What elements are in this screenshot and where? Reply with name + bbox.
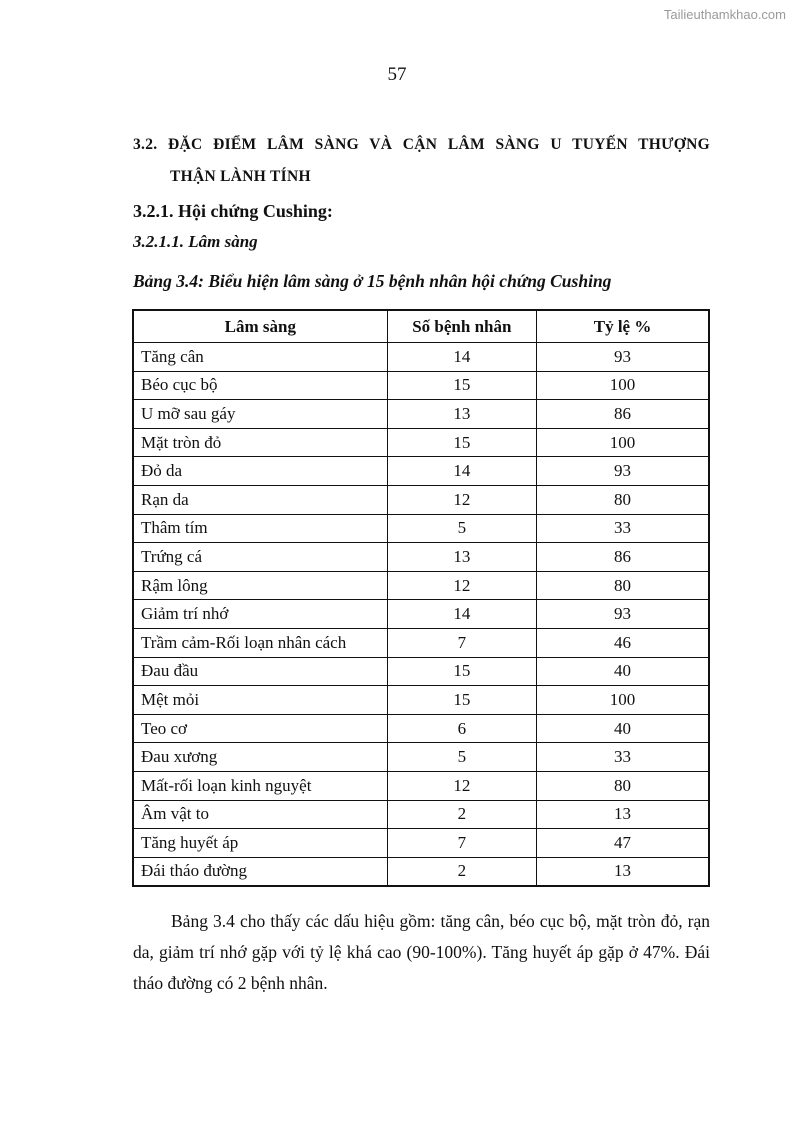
- cell-count: 14: [387, 600, 537, 629]
- cell-count: 7: [387, 829, 537, 858]
- table-row: [133, 371, 709, 400]
- clinical-signs-table: [132, 309, 710, 887]
- cell-percent: 47: [537, 829, 709, 858]
- section-heading-line1: 3.2. ĐẶC ĐIỂM LÂM SÀNG VÀ CẬN LÂM SÀNG U TUYẾN THƯỢNG: [133, 136, 710, 153]
- table-row: [133, 514, 709, 543]
- table-row: [133, 600, 709, 629]
- cell-percent: 93: [537, 457, 709, 486]
- table-header-row: [133, 310, 709, 343]
- cell-count: 12: [387, 771, 537, 800]
- table-row: [133, 485, 709, 514]
- cell-count: 15: [387, 371, 537, 400]
- cell-percent: 33: [537, 743, 709, 772]
- cell-percent: 80: [537, 571, 709, 600]
- table-row: [133, 657, 709, 686]
- cell-count: 15: [387, 686, 537, 715]
- cell-percent: 40: [537, 657, 709, 686]
- table-row: [133, 457, 709, 486]
- cell-count: 2: [387, 800, 537, 829]
- cell-sign: Rạn da: [133, 485, 387, 514]
- section-heading-line2: THẬN LÀNH TÍNH: [170, 168, 311, 185]
- cell-sign: Béo cục bộ: [133, 371, 387, 400]
- table-row: [133, 714, 709, 743]
- table-row: [133, 800, 709, 829]
- cell-sign: Âm vật to: [133, 800, 387, 829]
- cell-count: 2: [387, 857, 537, 886]
- cell-count: 7: [387, 628, 537, 657]
- cell-percent: 46: [537, 628, 709, 657]
- cell-percent: 13: [537, 800, 709, 829]
- cell-count: 13: [387, 543, 537, 572]
- header-clinical: Lâm sàng: [133, 310, 387, 343]
- cell-percent: 86: [537, 543, 709, 572]
- watermark: Tailieuthamkhao.com: [663, 7, 786, 22]
- table-row: [133, 857, 709, 886]
- table-row: [133, 743, 709, 772]
- cell-percent: 93: [537, 343, 709, 372]
- cell-sign: Mặt tròn đỏ: [133, 428, 387, 457]
- header-percent: Tỷ lệ %: [537, 310, 709, 343]
- cell-sign: Đái tháo đường: [133, 857, 387, 886]
- cell-percent: 93: [537, 600, 709, 629]
- cell-count: 13: [387, 400, 537, 429]
- table-row: [133, 628, 709, 657]
- cell-sign: Mệt mỏi: [133, 686, 387, 715]
- cell-count: 5: [387, 514, 537, 543]
- table-row: [133, 543, 709, 572]
- cell-sign: Đau đầu: [133, 657, 387, 686]
- header-patient-count: Số bệnh nhân: [387, 310, 537, 343]
- cell-percent: 100: [537, 371, 709, 400]
- body-paragraph: Bảng 3.4 cho thấy các dấu hiệu gồm: tăng cân, béo cục bộ, mặt tròn đỏ, rạn da, giảm trí nhớ gặp với tỷ lệ khá cao (90-100%). Tăng huyết áp gặp ở 47%. Đái tháo đường có 2 bệnh nhân.: [133, 911, 710, 993]
- cell-percent: 100: [537, 686, 709, 715]
- cell-count: 5: [387, 743, 537, 772]
- cell-count: 6: [387, 714, 537, 743]
- cell-count: 15: [387, 657, 537, 686]
- cell-percent: 33: [537, 514, 709, 543]
- table-row: [133, 571, 709, 600]
- cell-sign: Giảm trí nhớ: [133, 600, 387, 629]
- cell-percent: 40: [537, 714, 709, 743]
- cell-sign: Đau xương: [133, 743, 387, 772]
- cell-sign: Trứng cá: [133, 543, 387, 572]
- cell-sign: Tăng cân: [133, 343, 387, 372]
- table-row: [133, 829, 709, 858]
- table-row: [133, 343, 709, 372]
- page-number: 57: [387, 64, 407, 85]
- cell-percent: 86: [537, 400, 709, 429]
- cell-percent: 13: [537, 857, 709, 886]
- cell-count: 15: [387, 428, 537, 457]
- cell-sign: Đỏ da: [133, 457, 387, 486]
- cell-count: 12: [387, 571, 537, 600]
- subsubsection-heading: 3.2.1.1. Lâm sàng: [133, 232, 258, 251]
- table-row: [133, 771, 709, 800]
- cell-sign: U mỡ sau gáy: [133, 400, 387, 429]
- cell-sign: Trầm cảm-Rối loạn nhân cách: [133, 628, 387, 657]
- cell-sign: Thâm tím: [133, 514, 387, 543]
- table-caption: Bảng 3.4: Biểu hiện lâm sàng ở 15 bệnh nhân hội chứng Cushing: [133, 271, 612, 291]
- table-row: [133, 686, 709, 715]
- subsection-heading: 3.2.1. Hội chứng Cushing:: [133, 201, 333, 221]
- cell-count: 12: [387, 485, 537, 514]
- cell-sign: Teo cơ: [133, 714, 387, 743]
- table-row: [133, 400, 709, 429]
- table-row: [133, 428, 709, 457]
- cell-count: 14: [387, 457, 537, 486]
- cell-percent: 80: [537, 485, 709, 514]
- cell-percent: 80: [537, 771, 709, 800]
- cell-sign: Tăng huyết áp: [133, 829, 387, 858]
- cell-sign: Mất-rối loạn kinh nguyệt: [133, 771, 387, 800]
- cell-sign: Rậm lông: [133, 571, 387, 600]
- cell-count: 14: [387, 343, 537, 372]
- cell-percent: 100: [537, 428, 709, 457]
